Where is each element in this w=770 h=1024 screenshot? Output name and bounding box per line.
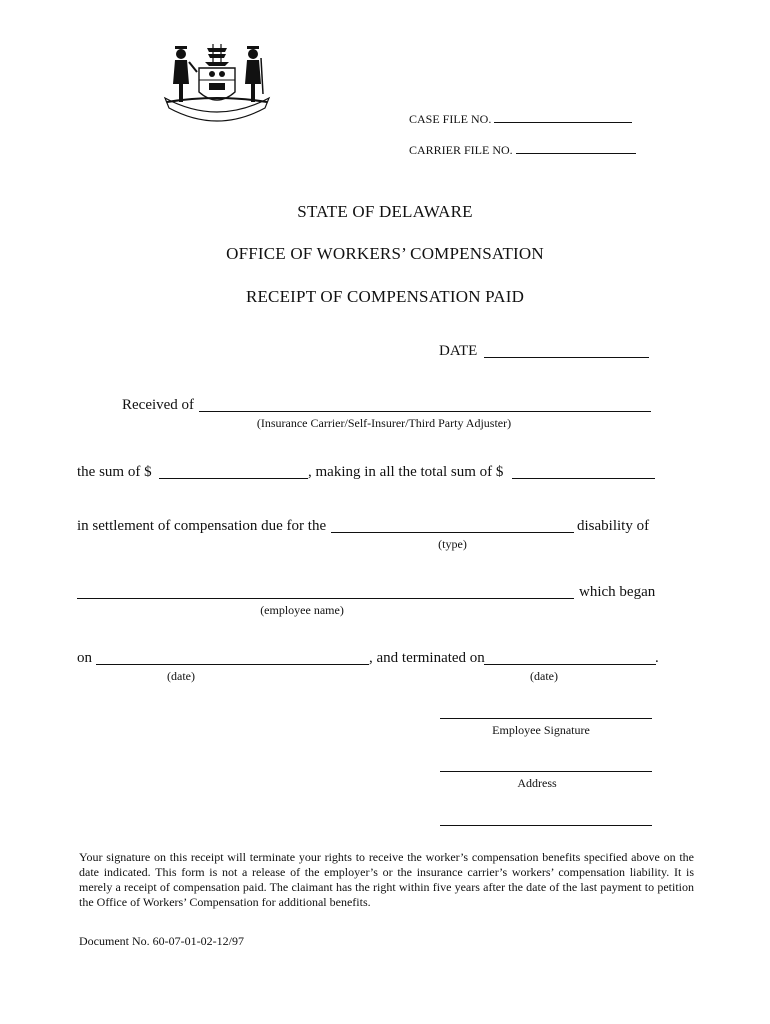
address-line-2-input[interactable] — [440, 825, 652, 826]
terminated-date-input[interactable] — [484, 664, 656, 665]
legal-notice: Your signature on this receipt will terminate your rights to receive the worker’s compensation benefits specified above on the date indicated. This form is not a release of the employer’s or the insurance carrier’s workers’ compensation liability. It is merely a receipt of compensation paid. The claimant has the right within five years after the date of the last payment to petition the Office of Workers’ Compensation for additional benefits. — [79, 850, 694, 909]
sum-label: the sum of $ — [77, 464, 152, 480]
received-of-caption: (Insurance Carrier/Self-Insurer/Third Party Adjuster) — [256, 416, 512, 430]
page-title-state: STATE OF DELAWARE — [297, 202, 473, 221]
total-sum-label: , making in all the total sum of $ — [308, 464, 504, 480]
employee-signature-label: Employee Signature — [492, 723, 590, 737]
settlement-label: in settlement of compensation due for the — [77, 518, 327, 534]
terminated-label: , and terminated on — [369, 650, 485, 666]
terminated-date-caption: (date) — [530, 669, 558, 683]
began-date-caption: (date) — [167, 669, 195, 683]
employee-name-caption: (employee name) — [260, 603, 344, 617]
state-seal-logo — [157, 36, 277, 122]
total-sum-input[interactable] — [512, 478, 655, 479]
disability-label: disability of — [577, 518, 650, 534]
employee-name-input[interactable] — [77, 598, 574, 599]
on-label: on — [77, 650, 92, 666]
carrier-file-row — [409, 143, 636, 158]
carrier-file-label: CARRIER FILE NO. — [409, 143, 513, 157]
document-number: Document No. 60-07-01-02-12/97 — [79, 934, 244, 948]
disability-type-input[interactable] — [331, 532, 574, 533]
page-title-form: RECEIPT OF COMPENSATION PAID — [245, 287, 525, 306]
carrier-file-input[interactable] — [516, 152, 636, 154]
date-input[interactable] — [484, 357, 649, 358]
case-file-input[interactable] — [494, 121, 632, 123]
sum-input[interactable] — [159, 478, 308, 479]
began-date-input[interactable] — [96, 664, 369, 665]
address-line-1-input[interactable] — [440, 771, 652, 772]
address-label: Address — [517, 776, 557, 790]
date-label: DATE — [439, 343, 478, 359]
page-title-office: OFFICE OF WORKERS’ COMPENSATION — [226, 244, 544, 263]
case-file-label: CASE FILE NO. — [409, 112, 492, 126]
which-began-label: which began — [579, 584, 656, 600]
type-caption: (type) — [438, 537, 467, 551]
received-of-input[interactable] — [199, 411, 651, 412]
received-of-label: Received of — [122, 397, 195, 413]
employee-signature-input[interactable] — [440, 718, 652, 719]
case-file-row — [409, 112, 632, 127]
period: . — [655, 650, 659, 666]
